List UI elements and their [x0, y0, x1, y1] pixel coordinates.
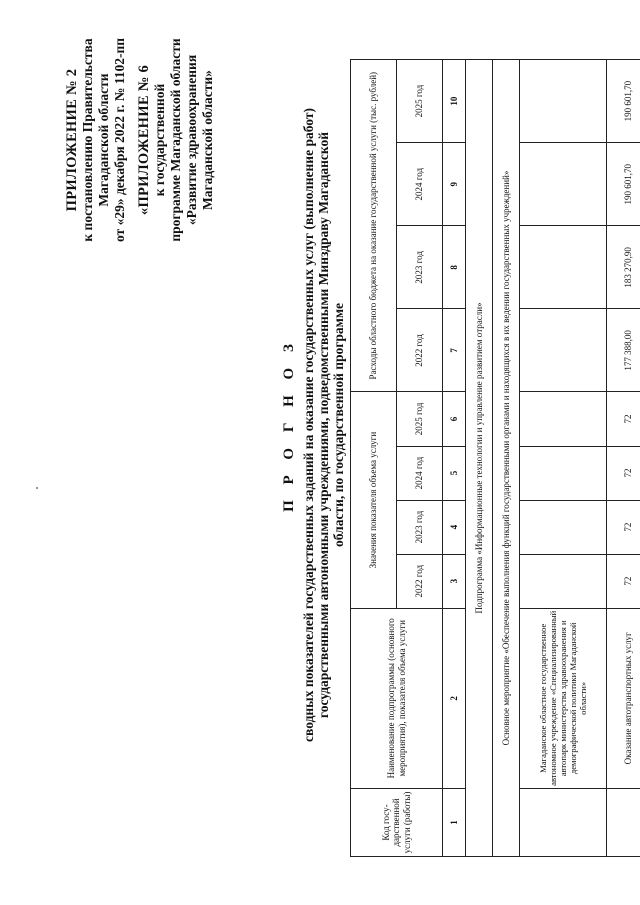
column-number: 1	[443, 788, 466, 856]
appendix-line: Магаданской области	[96, 73, 111, 207]
appendix-line: «Развитие здравоохранения	[184, 54, 199, 226]
header-year: 2023 год	[397, 226, 443, 309]
forecast-heading: П Р О Г Н О З	[281, 338, 297, 512]
column-number: 7	[443, 309, 466, 392]
service-value: 72	[607, 392, 640, 446]
empty-cell	[520, 309, 607, 392]
main-event-row: Основное мероприятие «Обеспечение выполнения функций государственными органами и находящихся в их ведении государственных учреждений»	[493, 60, 520, 857]
header-year: 2022 год	[397, 309, 443, 392]
appendix-subtitle: «ПРИЛОЖЕНИЕ № 6	[136, 64, 152, 216]
service-value: 72	[607, 446, 640, 500]
service-name: Оказание автотранспортных услуг	[607, 608, 640, 788]
header-year: 2022 год	[397, 554, 443, 608]
empty-cell	[520, 788, 607, 856]
empty-cell	[520, 60, 607, 143]
header-year: 2025 год	[397, 60, 443, 143]
empty-cell	[520, 143, 607, 226]
service-cost: 190 601,70	[607, 143, 640, 226]
appendix-line: Магаданской области»	[200, 70, 215, 210]
forecast-line: сводных показателей государственных заданий на оказание государственных услуг (выполнение работ)	[301, 108, 316, 742]
header-name: Наименование подпрограммы (основного мероприятия), показателя объема услуги	[351, 608, 443, 788]
forecast-table	[350, 59, 640, 857]
forecast-title-block	[282, 95, 346, 755]
service-cost: 177 388,00	[607, 309, 640, 392]
appendix-line: к постановлению Правительства	[80, 38, 95, 242]
empty-cell	[520, 226, 607, 309]
appendix-line: программе Магаданской области	[168, 38, 183, 242]
column-number: 8	[443, 226, 466, 309]
empty-cell	[607, 788, 640, 856]
appendix-line: к государственной	[152, 83, 167, 197]
empty-cell	[520, 446, 607, 500]
column-number: 6	[443, 392, 466, 446]
forecast-line: области, по государственной программе	[331, 302, 346, 548]
empty-cell	[520, 554, 607, 608]
column-number: 2	[443, 608, 466, 788]
header-year: 2023 год	[397, 500, 443, 554]
service-cost: 190 601,70	[607, 60, 640, 143]
service-value: 72	[607, 554, 640, 608]
column-number: 3	[443, 554, 466, 608]
service-cost: 183 270,90	[607, 226, 640, 309]
header-year: 2025 год	[397, 392, 443, 446]
header-year: 2024 год	[397, 143, 443, 226]
column-number: 9	[443, 143, 466, 226]
header-year: 2024 год	[397, 446, 443, 500]
empty-cell	[520, 392, 607, 446]
institution-name: Магаданское областное государственное автономное учреждение «Специализированный автопарк министерства здравоохранения и демографической политики Магаданской области»	[520, 608, 607, 788]
appendix-date-line: от «29» декабря 2022 г. № 1102-пп	[112, 37, 127, 243]
header-code: Код госу-дарственной услуги (работы)	[351, 788, 443, 856]
column-number: 5	[443, 446, 466, 500]
header-costs-group: Расходы областного бюджета на оказание государственной услуги (тыс. рублей)	[351, 60, 397, 392]
subprogram-row: Подпрограмма «Информационные технологии и управление развитием отрасли»	[466, 60, 493, 857]
column-number: 10	[443, 60, 466, 143]
header-values-group: Значения показателя объема услуги	[351, 392, 397, 608]
forecast-line: государственными автономными учреждениями, подведомственными Минздраву Магаданской	[316, 131, 331, 719]
appendix-title: ПРИЛОЖЕНИЕ № 2	[64, 68, 80, 212]
empty-cell	[520, 500, 607, 554]
appendix-block	[64, 25, 216, 255]
column-number: 4	[443, 500, 466, 554]
service-value: 72	[607, 500, 640, 554]
